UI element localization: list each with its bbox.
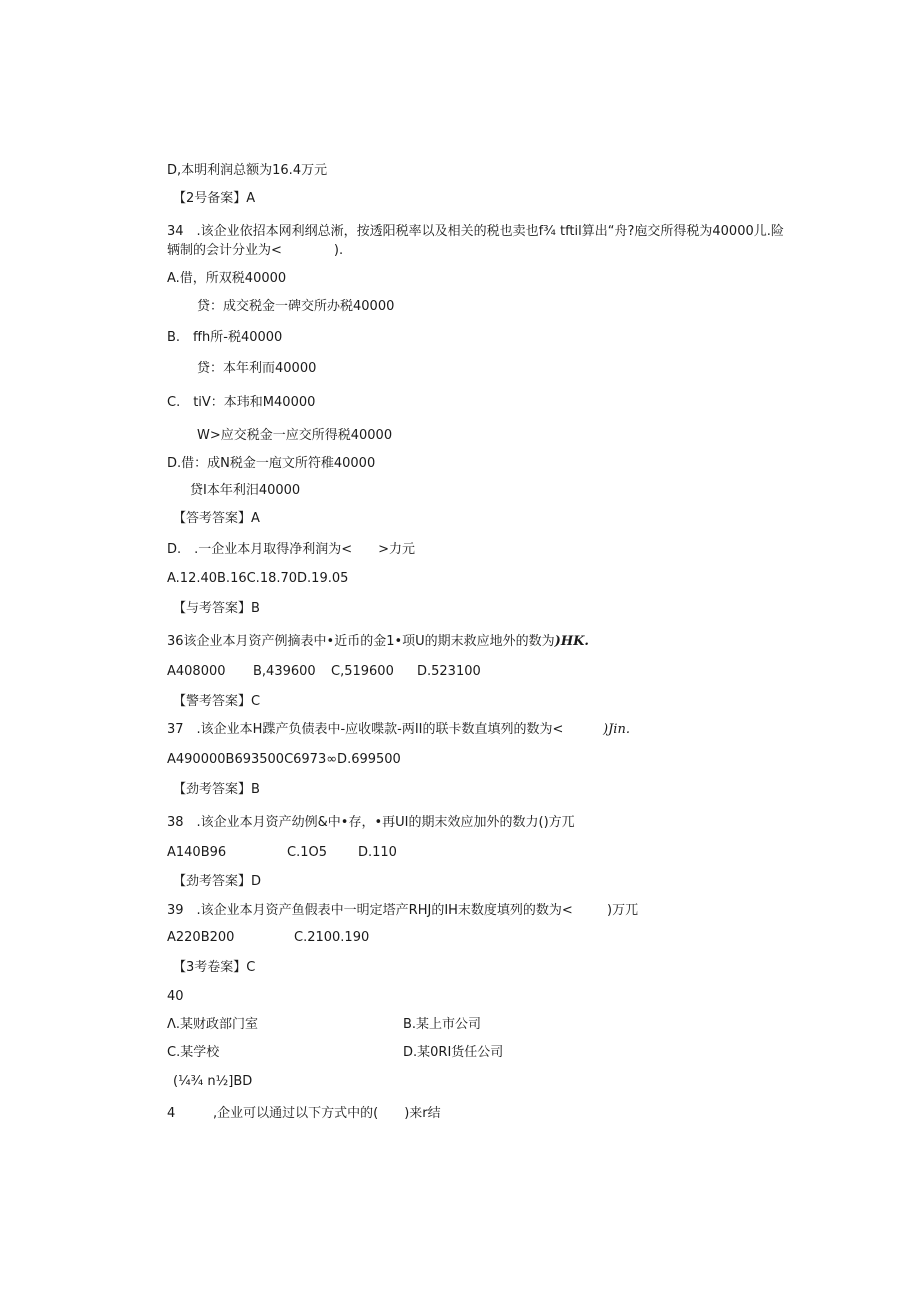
question-39 bbox=[167, 902, 638, 920]
option-c: C,519600 bbox=[331, 664, 394, 679]
option-a: A408000 bbox=[167, 664, 226, 679]
question-36-text: 36该企业本月资产例摘表中•近币的金1•项U的期末救应地外的数为 bbox=[167, 634, 555, 649]
question-34-line-2: 辆制的会计分业为< ). bbox=[167, 243, 344, 258]
option-ab: A140B96 bbox=[167, 845, 227, 860]
option-c: C. tiV：本玮和M40000 bbox=[167, 395, 316, 410]
question-37-text: 37 .该企业本H蹀产负债表中-应收喋款-两II的联卡数直填列的数为< bbox=[167, 722, 564, 737]
question-41-number: 4 bbox=[167, 1106, 176, 1121]
question-36 bbox=[167, 633, 589, 651]
question-34-line-1: 34 .该企业依招本网利纲总淅，按透阳税率以及相关的税也卖也f¾ tftil算出“舟?庖交所得税为40000儿.险 bbox=[167, 224, 784, 239]
option-a-credit: 贷：成交税金一碑交所办税40000 bbox=[197, 299, 395, 314]
answer-key: 【答考答案】A bbox=[173, 511, 260, 526]
question-35-options: A.12.40B.16C.18.70D.19.05 bbox=[167, 571, 349, 586]
option-a: Λ.某财政部门室 bbox=[167, 1017, 259, 1032]
option-b-credit: 贷：本年利而40000 bbox=[197, 361, 317, 376]
answer-key: 【2号备案】A bbox=[173, 191, 256, 206]
answer-key: 【警考答案】C bbox=[173, 694, 261, 709]
question-41-text: ,企业可以通过以下方式中的( )来r结 bbox=[213, 1106, 441, 1121]
question-37-suffix: )Jin. bbox=[603, 722, 630, 737]
option-b: B,439600 bbox=[253, 664, 316, 679]
question-36-options bbox=[167, 663, 481, 681]
option-c-credit: W>应交税金一应交所得税40000 bbox=[197, 428, 393, 443]
question-38-options bbox=[167, 844, 397, 862]
option-d: D.110 bbox=[358, 845, 397, 860]
question-35: D. .一企业本月取得净利润为< >力元 bbox=[167, 542, 416, 557]
option-d: D.523100 bbox=[417, 664, 481, 679]
option-c: C.1O5 bbox=[287, 845, 327, 860]
question-39-options bbox=[167, 929, 369, 947]
question-39-text: 39 .该企业本月资产鱼假表中一明定塔产RHJ的IH末数度填列的数为< bbox=[167, 903, 573, 918]
option-c: C.某学校 bbox=[167, 1045, 220, 1060]
question-37-options: A490000B693500C6973∞D.699500 bbox=[167, 752, 401, 767]
option-ab: A220B200 bbox=[167, 930, 235, 945]
option-a: A.借，所双税40000 bbox=[167, 271, 287, 286]
option-cd: C.2100.190 bbox=[294, 930, 370, 945]
option-d-credit: 贷I本年利汨40000 bbox=[190, 483, 301, 498]
question-39-suffix: )万兀 bbox=[607, 903, 639, 918]
option-b: B. ffh所-税40000 bbox=[167, 330, 283, 345]
question-40-number: 40 bbox=[167, 989, 184, 1004]
answer-key: 【3考卷案】C bbox=[173, 960, 256, 975]
answer-option-d: D,本明利润总额为16.4万元 bbox=[167, 163, 328, 178]
answer-key: 【劲考答案】B bbox=[173, 782, 260, 797]
question-41 bbox=[167, 1105, 441, 1123]
question-36-suffix: )HK. bbox=[554, 634, 589, 649]
question-37 bbox=[167, 721, 630, 739]
answer-key: 【劲考答案】D bbox=[173, 874, 262, 889]
question-38: 38 .该企业本月资产幼例&中•存，•再UI的期末效应加外的数力()方兀 bbox=[167, 815, 575, 830]
answer-key: (¼¾ n½]BD bbox=[173, 1074, 253, 1089]
option-d: D.某0RI货任公司 bbox=[403, 1045, 504, 1060]
answer-key: 【与考答案】B bbox=[173, 601, 260, 616]
option-d: D.借：成N税金一庖文所符稚40000 bbox=[167, 456, 376, 471]
option-b: B.某上市公司 bbox=[403, 1017, 482, 1032]
